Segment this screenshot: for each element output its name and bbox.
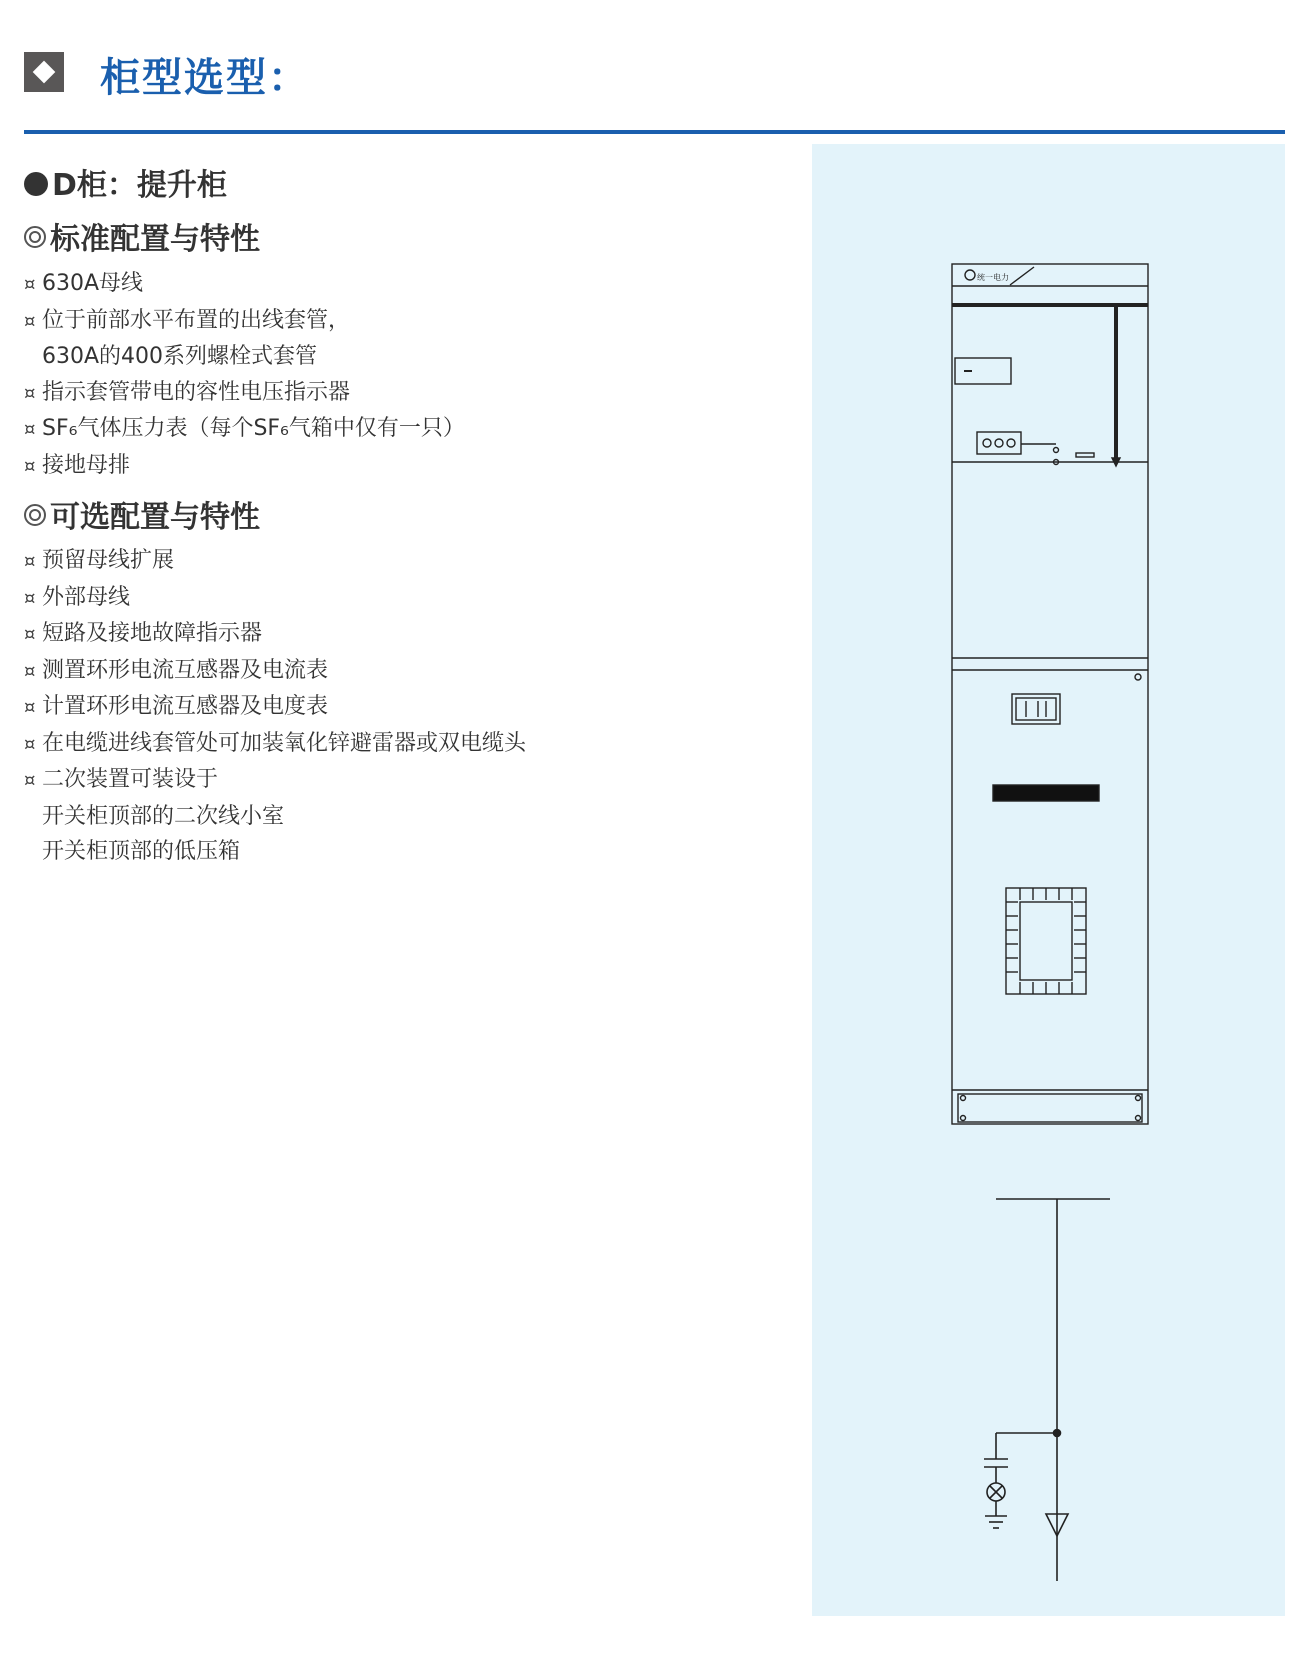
feature-item <box>24 580 764 617</box>
cabinet-front-view <box>952 264 1148 1124</box>
drawing-panel <box>812 144 1285 1616</box>
feature-item <box>24 266 764 303</box>
feature-text: 预留母线扩展 <box>42 548 175 573</box>
standard-feature-list <box>24 266 764 484</box>
list-marker-icon: ¤ <box>24 274 36 295</box>
feature-text: 位于前部水平布置的出线套管， <box>42 307 351 333</box>
feature-item <box>24 411 764 448</box>
brand-text: 统一电力 <box>977 273 1009 282</box>
cabinet-heading <box>24 160 227 204</box>
base-plinth <box>958 1094 1142 1122</box>
feature-text: 计置环形电流互感器及电度表 <box>42 694 329 719</box>
feature-text: 指示套管带电的容性电压指示器 <box>42 379 351 405</box>
page-title: 柜型选型： <box>100 55 310 101</box>
feature-item <box>24 543 764 580</box>
feature-text: 在电缆进线套管处可加装氧化锌避雷器或双电缆头 <box>42 730 527 756</box>
list-marker-icon: ¤ <box>24 660 36 682</box>
feature-text: 开关柜顶部的低压箱 <box>42 839 241 864</box>
nameplate-bar <box>993 785 1099 801</box>
brand-slash <box>1010 267 1034 285</box>
list-marker-icon: ¤ <box>24 697 36 718</box>
optional-heading-text: 可选配置与特性 <box>50 500 260 535</box>
feature-text: 短路及接地故障指示器 <box>42 621 263 646</box>
list-marker-icon: ¤ <box>24 733 36 755</box>
cabinet-heading-text: D柜：提升柜 <box>52 168 227 203</box>
title-divider <box>24 130 1285 134</box>
rivet-icon <box>1054 448 1059 453</box>
feature-text: 接地母排 <box>42 452 131 478</box>
feature-item <box>24 303 764 340</box>
feature-text: 630A母线 <box>42 271 144 296</box>
feature-text: SF₆气体压力表（每个SF₆气箱中仅有一只） <box>42 416 465 441</box>
brand-logo-icon <box>965 270 975 280</box>
standard-heading-text: 标准配置与特性 <box>50 222 260 257</box>
list-marker-icon: ¤ <box>24 587 36 609</box>
feature-item <box>24 726 764 763</box>
feature-item <box>24 375 764 412</box>
list-marker-icon: ¤ <box>24 419 36 440</box>
feature-item <box>24 448 764 485</box>
list-marker-icon: ¤ <box>24 551 36 572</box>
feature-item <box>24 689 764 726</box>
diamond-icon <box>24 52 64 92</box>
inspection-window <box>1006 888 1086 994</box>
label-plate <box>955 358 1011 384</box>
gauge-mark <box>1076 453 1094 457</box>
feature-text: 二次装置可装设于 <box>42 767 219 792</box>
standard-section-heading <box>24 214 260 258</box>
feature-item <box>24 653 764 690</box>
list-marker-icon: ¤ <box>24 382 36 404</box>
feature-item <box>24 799 764 835</box>
feature-text: 外部母线 <box>42 584 131 610</box>
list-marker-icon: ¤ <box>24 624 36 645</box>
screw-icon <box>1135 674 1141 680</box>
feature-item <box>24 616 764 653</box>
feature-item <box>24 834 764 870</box>
list-marker-icon: ¤ <box>24 310 36 332</box>
double-circle-icon <box>24 504 46 526</box>
feature-text: 开关柜顶部的二次线小室 <box>42 803 285 829</box>
feature-item <box>24 762 764 799</box>
bullet-icon <box>24 172 48 196</box>
single-line-diagram <box>984 1199 1110 1581</box>
optional-feature-list <box>24 543 764 870</box>
list-marker-icon: ¤ <box>24 770 36 791</box>
feature-item <box>24 339 764 375</box>
optional-section-heading <box>24 492 260 536</box>
double-circle-icon <box>24 226 46 248</box>
feature-text: 测置环形电流互感器及电流表 <box>42 657 329 683</box>
cabinet-drawing <box>812 144 1285 1616</box>
feature-text: 630A的400系列螺栓式套管 <box>42 344 318 369</box>
list-marker-icon: ¤ <box>24 455 36 477</box>
